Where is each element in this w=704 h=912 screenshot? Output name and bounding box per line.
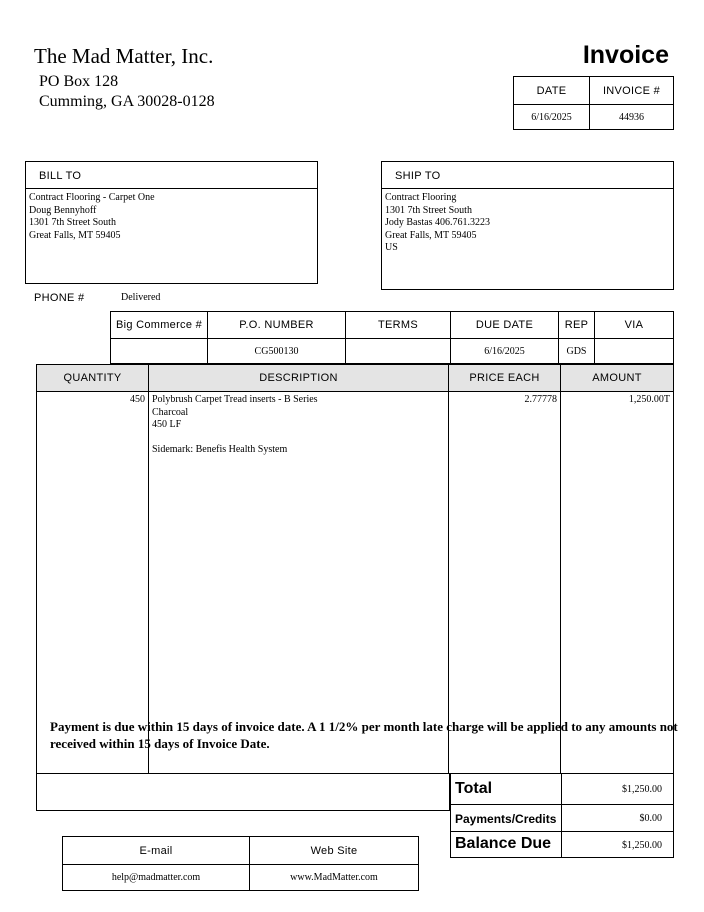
po-number-header: P.O. NUMBER <box>239 319 314 331</box>
item-description-line: Polybrush Carpet Tread inserts - B Series <box>152 394 318 405</box>
ship-to-box <box>381 161 674 290</box>
invoice-title: Invoice <box>582 41 669 69</box>
item-quantity: 450 <box>130 394 145 405</box>
company-name: The Mad Matter, Inc. <box>34 44 214 68</box>
ship-to-line: Great Falls, MT 59405 <box>385 229 477 241</box>
po-number-value: CG500130 <box>254 345 299 357</box>
big-commerce-header: Big Commerce # <box>115 319 203 331</box>
bill-to-line: Contract Flooring - Carpet One <box>29 192 155 203</box>
email-value[interactable]: help@madmatter.com <box>111 872 201 883</box>
due-date-header: DUE DATE <box>475 319 534 331</box>
email-header: E-mail <box>139 844 173 857</box>
item-price-each: 2.77778 <box>524 394 557 405</box>
bill-to-line: Doug Bennyhoff <box>29 204 97 216</box>
price-each-header: PRICE EACH <box>469 372 540 384</box>
payments-credits-value: $0.00 <box>639 813 662 824</box>
invoice-number: 44936 <box>619 111 644 123</box>
terms-header: TERMS <box>378 319 418 331</box>
via-value <box>595 339 673 363</box>
description-header: DESCRIPTION <box>259 372 338 384</box>
item-description-line: Sidemark: Benefis Health System <box>152 444 288 455</box>
terms-value <box>346 339 450 363</box>
bill-to-address <box>29 192 155 242</box>
rep-value: GDS <box>566 345 587 357</box>
item-description-line: Charcoal <box>152 406 189 418</box>
payments-credits-label: Payments/Credits <box>455 812 557 826</box>
item-description <box>152 394 318 457</box>
via-header: VIA <box>624 319 644 331</box>
website-value[interactable]: www.MadMatter.com <box>290 872 378 883</box>
invoice-date: 6/16/2025 <box>531 111 572 123</box>
bill-to-line: 1301 7th Street South <box>29 217 116 228</box>
big-commerce-value <box>111 339 207 363</box>
website-header: Web Site <box>310 844 358 857</box>
bill-to-line: Great Falls, MT 59405 <box>29 229 121 241</box>
contact-table <box>62 836 419 891</box>
bill-to-box <box>25 161 318 284</box>
invoice-number-header: INVOICE # <box>602 84 661 97</box>
ship-to-address <box>385 192 490 255</box>
totals-table <box>450 773 674 858</box>
payment-terms-note: Payment is due within 15 days of invoice date. A 1 1/2% per month late charge will be applied to any amounts not received within 15 days of Invoice Date. <box>50 719 678 751</box>
ship-to-line: Contract Flooring <box>385 192 457 203</box>
total-label: Total <box>455 780 493 797</box>
notes-box <box>36 773 450 811</box>
total-value: $1,250.00 <box>622 784 662 795</box>
ship-to-line: US <box>385 242 398 253</box>
rep-header: REP <box>564 319 589 331</box>
date-header: DATE <box>536 84 567 97</box>
item-description-line <box>152 432 318 445</box>
ship-to-line: Jody Bastas 406.761.3223 <box>385 217 490 228</box>
ship-to-line: 1301 7th Street South <box>385 204 472 216</box>
invoice-meta-table <box>513 76 674 130</box>
item-description-line: 450 LF <box>152 419 182 430</box>
due-date-value: 6/16/2025 <box>484 345 525 357</box>
order-info-table <box>110 311 674 364</box>
balance-due-value: $1,250.00 <box>622 840 662 851</box>
phone-value: Delivered <box>121 292 161 303</box>
balance-due-label: Balance Due <box>455 835 552 852</box>
phone-label: PHONE # <box>34 292 85 304</box>
company-address-line2: Cumming, GA 30028-0128 <box>39 93 215 110</box>
line-items-table <box>36 364 674 774</box>
amount-header: AMOUNT <box>592 372 642 384</box>
ship-to-label: SHIP TO <box>395 170 441 182</box>
quantity-header: QUANTITY <box>63 372 122 384</box>
company-address-line1: PO Box 128 <box>39 73 119 90</box>
bill-to-label: BILL TO <box>39 170 82 182</box>
item-amount: 1,250.00T <box>628 394 670 405</box>
